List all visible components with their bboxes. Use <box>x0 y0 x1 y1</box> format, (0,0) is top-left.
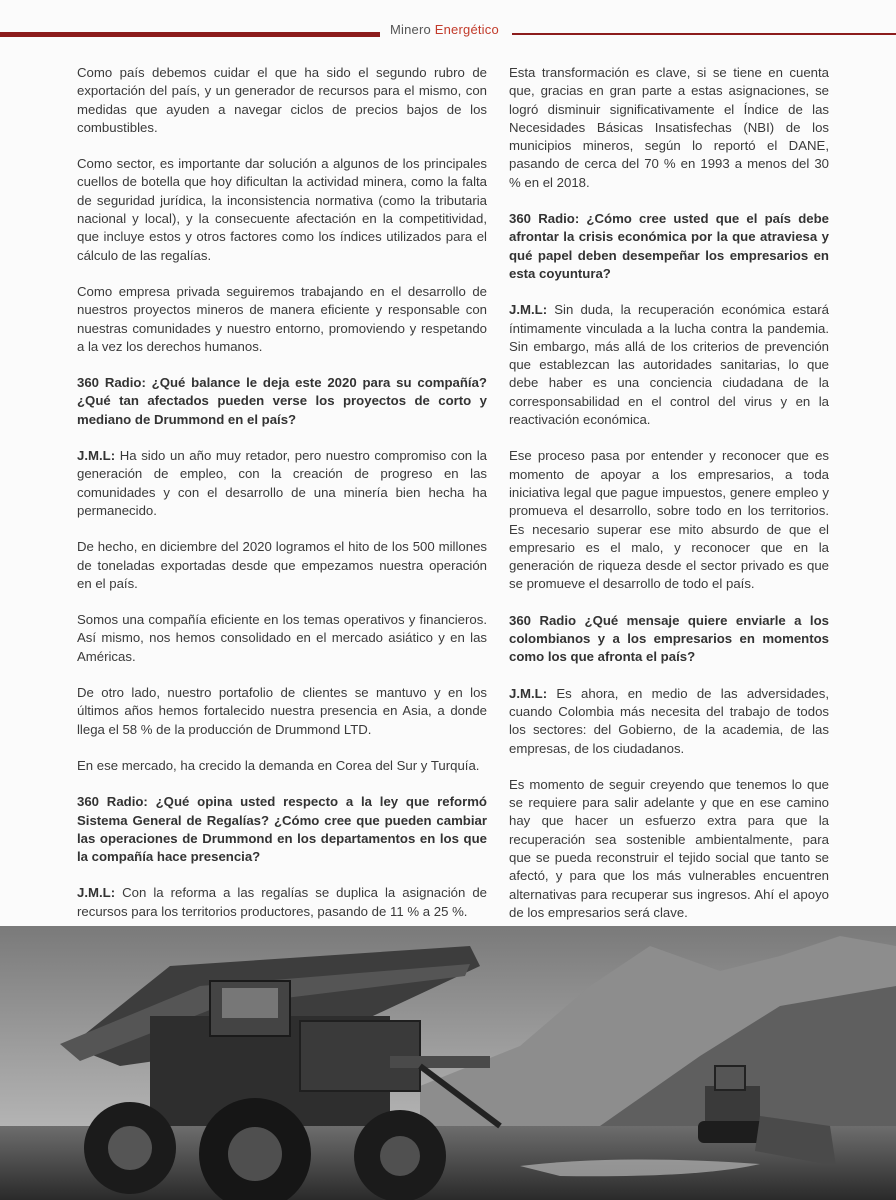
answer-text: Con la reforma a las regalías se duplica la asignación de recursos para los territorios productores, pasando de 11 % a 25 %. <box>77 885 487 919</box>
paragraph: Como sector, es importante dar solución a algunos de los principales cuellos de botella que hoy dificultan la actividad minera, como la falta de seguridad jurídica, la inconsistencia normativa (como la tributaria nacional y local), y la consecuente afectación en la competitividad, que incluye estos y otros factores como los índices utilizados para el cálculo de las regalías. <box>77 156 487 263</box>
interview-question: 360 Radio: ¿Qué balance le deja este 2020 para su compañía? ¿Qué tan afectados pueden verse los proyectos de corto y mediano de Drummond en el país? <box>77 375 487 427</box>
page-header <box>0 0 896 60</box>
paragraph: Somos una compañía eficiente en los temas operativos y financieros. Así mismo, nos hemos consolidado en el mercado asiático y en las Américas. <box>77 612 487 664</box>
answer-text: Es ahora, en medio de las adversidades, cuando Colombia más necesita del trabajo de todos los sectores: del Gobierno, de la academia, de las empresas, de los ciudadanos. <box>509 685 829 756</box>
paragraph: Como empresa privada seguiremos trabajando en el desarrollo de nuestros proyectos mineros de manera eficiente y responsable con nuestras comunidades y nuestro entorno, promoviendo y respetando a la vez los derechos humanos. <box>77 283 487 354</box>
speaker-label: J.M.L: <box>77 885 116 901</box>
header-accent-rule-left <box>0 32 380 37</box>
paragraph: Como país debemos cuidar el que ha sido el segundo rubro de exportación del país, y un generador de recursos para el mismo, con medidas que ayuden a navegar ciclos de precios bajos de los combustibles. <box>77 65 487 135</box>
mining-scene-illustration <box>0 926 896 1200</box>
paragraph: Es momento de seguir creyendo que tenemos lo que se requiere para salir adelante y que en ese camino hay que hacer un esfuerzo extra para que la recuperación sea sostenible ambientalmente, para que se pueda reconstruir el tejido social que tanto se afectó, y para que los más vulnerables encuentren alternativas para recuperar sus ingresos. Ahí el apoyo de los empresarios será clave. <box>509 776 829 920</box>
paragraph: De hecho, en diciembre del 2020 logramos el hito de los 500 millones de toneladas exportadas desde que empezamos nuestra operación en el país. <box>77 539 487 591</box>
article-column-left <box>77 64 487 939</box>
interview-answer <box>509 685 829 758</box>
interview-question: 360 Radio: ¿Cómo cree usted que el país debe afrontar la crisis económica por la que atraviesa y qué papel deben desempeñar los empresarios en esta coyuntura? <box>509 211 829 281</box>
paragraph: En ese mercado, ha crecido la demanda en Corea del Sur y Turquía. <box>77 757 480 773</box>
section-label <box>390 22 499 37</box>
section-label-word-2: Energético <box>434 22 499 37</box>
speaker-label: J.M.L: <box>77 448 116 464</box>
interview-question: 360 Radio: ¿Qué opina usted respecto a la ley que reformó Sistema General de Regalías? ¿Cómo cree que pueden cambiar las operaciones de Drummond en los departamentos en los que la compañía hace presencia? <box>77 794 487 865</box>
paragraph: Ese proceso pasa por entender y reconocer que es momento de apoyar a los empresarios, a toda iniciativa legal que pague impuestos, genere empleo y promueva el desarrollo, sobre todo en los territorios. Es necesario superar ese mito absurdo de que el empresario es el malo, y reconocer que en la generación de riqueza desde el sector privado es que se promueve el desarrollo de todo el país. <box>509 448 829 592</box>
answer-text: Ha sido un año muy retador, pero nuestro compromiso con la generación de empleo, con la creación de progreso en las comunidades y con el desarrollo de una minería bien hecha ha permanecido. <box>77 448 487 518</box>
section-label-word-1: Minero <box>390 22 431 37</box>
speaker-label: J.M.L: <box>509 685 548 701</box>
interview-answer <box>77 884 487 921</box>
interview-question: 360 Radio ¿Qué mensaje quiere enviarle a los colombianos y a los empresarios en momentos como los que afronta el país? <box>509 612 829 665</box>
answer-text: Sin duda, la recuperación económica estará íntimamente vinculada a la lucha contra la pandemia. Sin embargo, más allá de los criterios de prevención que establezcan las autoridades sanitarias, lo que debe haber es una conciencia ciudadana de la corresponsabilidad en el control del virus y en la reactivación económica. <box>509 302 829 428</box>
paragraph: De otro lado, nuestro portafolio de clientes se mantuvo y en los últimos años hemos fortalecido nuestra presencia en Asia, a donde llega el 58 % de la producción de Drummond LTD. <box>77 685 487 737</box>
mining-truck-photo <box>0 926 896 1200</box>
interview-answer <box>509 301 829 429</box>
interview-answer <box>77 447 487 520</box>
article-column-right <box>509 64 829 940</box>
paragraph: Esta transformación es clave, si se tiene en cuenta que, gracias en gran parte a estas asignaciones, se logró disminuir significativamente el Índice de las Necesidades Básicas Insatisfechas (NBI) de los municipios mineros, según lo reportó el DANE, pasando de cerca del 70 % en 1993 a menos del 30 % en el 2018. <box>509 65 829 190</box>
speaker-label: J.M.L: <box>509 302 548 318</box>
header-accent-rule-right <box>512 33 896 35</box>
